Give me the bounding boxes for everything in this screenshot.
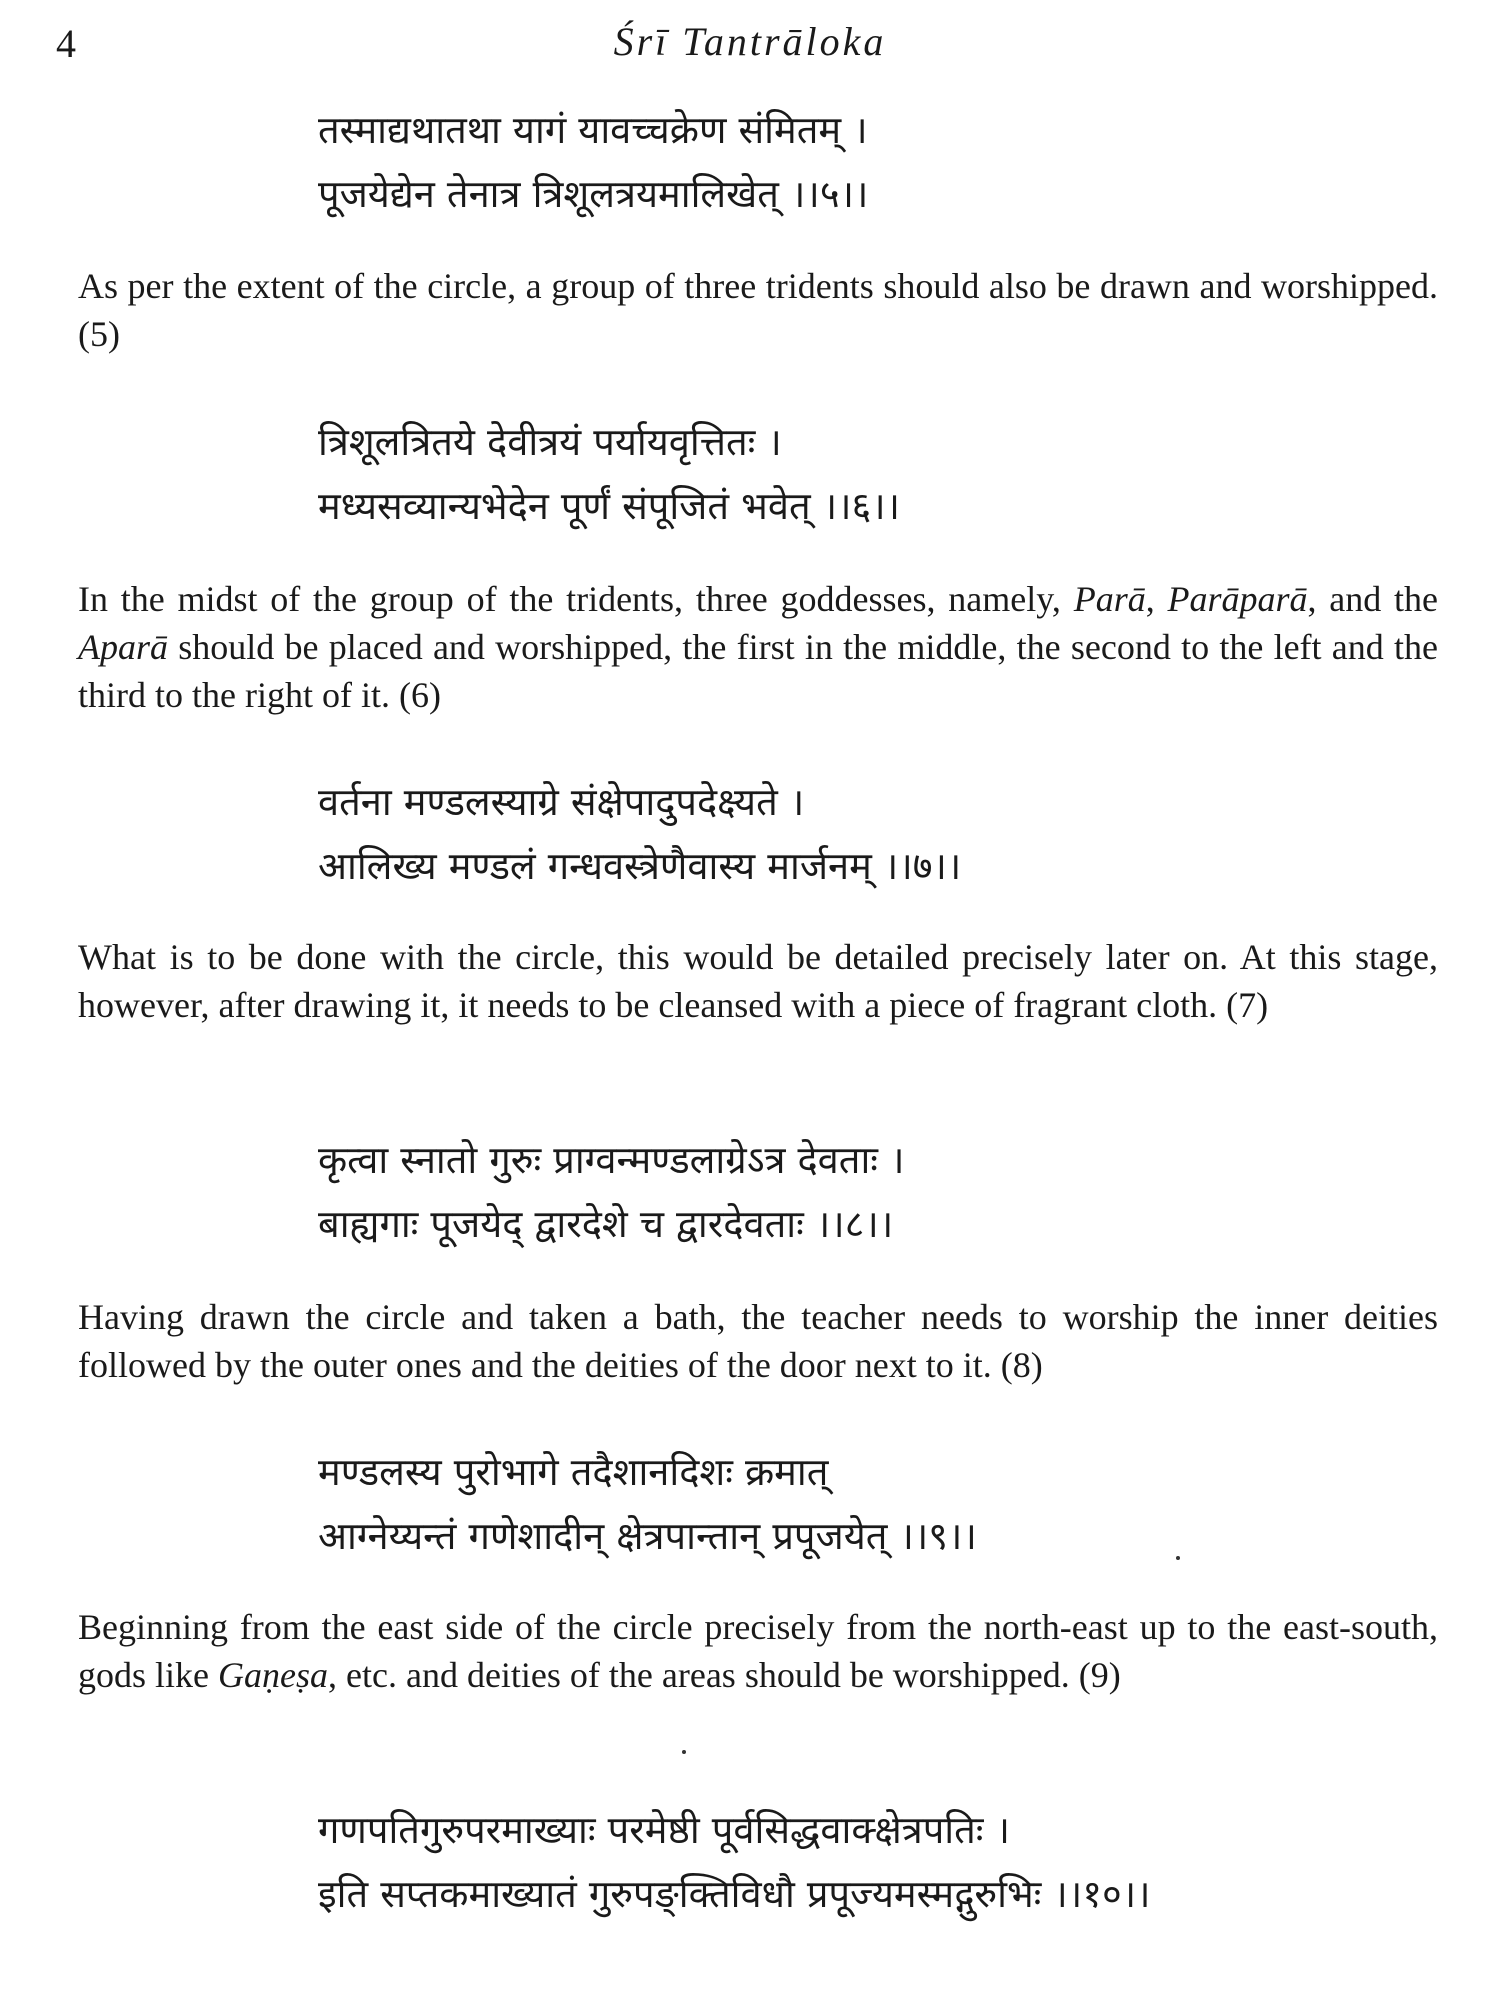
translation-7: What is to be done with the circle, this would be detailed precisely later on. At this stage, however, after drawing it, it needs to be cleansed with a piece of fragrant cloth. (7) (78, 937, 1438, 1025)
goddess-name: Aparā (78, 627, 168, 667)
translation-text: , and the (1307, 579, 1439, 619)
verse-9 (318, 1440, 977, 1568)
verse-line: वर्तना मण्डलस्याग्रे संक्षेपादुपदेक्ष्यते । (318, 780, 805, 824)
deity-name: Gaṇeṣa (218, 1655, 328, 1695)
verse-line: आलिख्य मण्डलं गन्धवस्त्रेणैवास्य मार्जनम् ।।७।। (318, 844, 962, 888)
goddess-name: Parā (1073, 579, 1146, 619)
translation-5: As per the extent of the circle, a group of three tridents should also be drawn and worshipped. (5) (78, 266, 1438, 354)
print-speck (1176, 1556, 1180, 1560)
verse-line: बाह्यगाः पूजयेद् द्वारदेशे च द्वारदेवताः ।।८।। (318, 1202, 894, 1246)
running-title: Śrī Tantrāloka (613, 19, 887, 64)
translation-9 (78, 1603, 1438, 1699)
translation-text: should be placed and worshipped, the first in the middle, the second to the left and the third to the right of it. (6) (78, 627, 1439, 715)
verse-line: त्रिशूलत्रितये देवीत्रयं पर्यायवृत्तितः । (318, 420, 782, 464)
verse-line: मण्डलस्य पुरोभागे तदैशानदिशः क्रमात् (318, 1450, 829, 1494)
page-number: 4 (56, 21, 76, 66)
translation-text: , (1145, 579, 1155, 619)
translation-8: Having drawn the circle and taken a bath, the teacher needs to worship the inner deities followed by the outer ones and the deities of the door next to it. (8) (78, 1297, 1438, 1385)
verse-line: आग्नेय्यन्तं गणेशादीन् क्षेत्रपान्तान् प्रपूजयेत् ।।९।। (318, 1514, 977, 1558)
verse-5 (318, 98, 868, 226)
translation-text: In the midst of the group of the tridents, three goddesses, namely, (78, 579, 1061, 619)
verse-line: गणपतिगुरुपरमाख्याः परमेष्ठी पूर्वसिद्धवाक्क्षेत्रपतिः । (318, 1808, 1010, 1852)
verse-line: इति सप्तकमाख्यातं गुरुपङ्क्तिविधौ प्रपूज्यमस्मद्गुरुभिः ।।१०।। (318, 1872, 1151, 1916)
verse-line: मध्यसव्यान्यभेदेन पूर्णं संपूजितं भवेत् ।।६।। (318, 484, 901, 528)
verse-10 (318, 1798, 1151, 1926)
verse-7 (318, 770, 961, 898)
verse-line: कृत्वा स्नातो गुरुः प्राग्वन्मण्डलाग्रेऽत्र देवताः । (318, 1138, 905, 1182)
translation-text: Beginning from the east side of the circle precisely from the north-east up to the east-south, gods like (78, 1607, 1438, 1695)
goddess-name: Parāparā (1167, 579, 1308, 619)
translation-6 (78, 575, 1438, 719)
verse-8 (318, 1128, 904, 1256)
verse-6 (318, 410, 900, 538)
verse-line: पूजयेद्येन तेनात्र त्रिशूलत्रयमालिखेत् ।।५।। (318, 172, 869, 216)
verse-line: तस्माद्यथातथा यागं यावच्चक्रेण संमितम् । (318, 108, 868, 152)
translation-text: , etc. and deities of the areas should be worshipped. (9) (328, 1655, 1121, 1695)
print-speck (682, 1750, 686, 1754)
